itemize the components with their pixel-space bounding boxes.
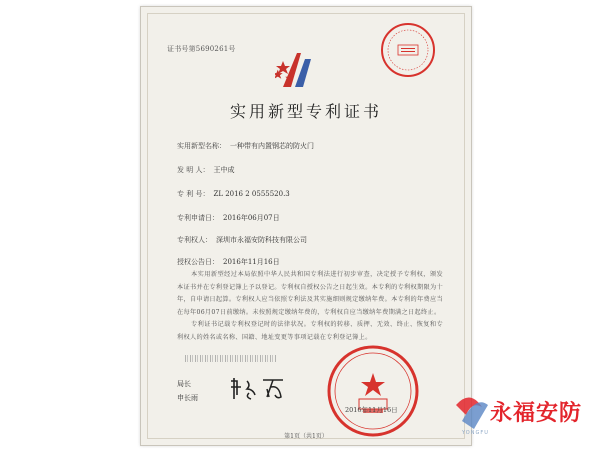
field-value: 一种带有内置钢芯的防火门 — [230, 142, 314, 150]
brand-subtitle: YONGFU — [462, 430, 489, 436]
field-utility-model-name — [177, 141, 314, 151]
paragraph-text: 本专利的专利权期限为十年，自申请日起算。专利权人应当依照专利法及其实施细则规定缴纳年费。本专利的年费应当在每年06月07日前缴纳。未按照规定缴纳年费的，专利权自应当缴纳年费期满之日起终止。 — [177, 283, 443, 316]
certificate — [140, 6, 472, 446]
field-value: 深圳市永福安防科技有限公司 — [216, 236, 307, 244]
page-title: 实用新型专利证书 — [229, 102, 382, 121]
field-label: 授权公告日： — [177, 258, 219, 266]
brand-name: 永福安防 — [490, 401, 583, 426]
field-value: 王中成 — [213, 166, 235, 174]
director-title: 局长 — [177, 380, 191, 388]
top-red-seal — [379, 21, 437, 79]
certificate-paragraph-1 — [177, 269, 443, 319]
field-label: 实用新型名称： — [177, 142, 226, 150]
field-label: 专利申请日： — [177, 214, 219, 222]
field-label: 专利权人： — [177, 236, 212, 244]
field-value: ZL 2016 2 0555520.3 — [213, 190, 290, 198]
certificate-paragraph-2: 专利证书记载专利权登记时的法律状况。专利权的转移、质押、无效、终止、恢复和专利权人的姓名或名称、国籍、地址变更等事项记载在专利登记簿上。 — [177, 321, 443, 341]
field-label: 发 明 人： — [177, 166, 210, 174]
barcode — [185, 355, 277, 362]
certificate-serial: 证书号第5690261号 — [167, 45, 236, 53]
page-footer: 第1页（共1页） — [284, 433, 328, 440]
seal-date: 2016年11月16日 — [345, 406, 398, 414]
field-value: 2016年11月16日 — [223, 258, 280, 266]
bottom-red-seal — [325, 343, 421, 439]
director-name-label: 申长雨 — [177, 394, 198, 402]
field-value: 2016年06月07日 — [223, 214, 280, 222]
director-signature — [227, 375, 289, 401]
field-application-date — [177, 213, 280, 223]
field-grant-date — [177, 257, 280, 267]
field-inventor — [177, 165, 234, 175]
field-patent-number — [177, 189, 290, 199]
paragraph-text: 本实用新型经过本局依照中华人民共和国专利法进行初步审查，决定授予专利权，颁发本证书并在专利登记簿上予以登记。专利权自授权公告之日起生效。 — [177, 271, 443, 291]
field-label: 专 利 号： — [177, 190, 210, 198]
patent-office-logo — [275, 43, 321, 93]
field-patentee — [177, 235, 307, 245]
